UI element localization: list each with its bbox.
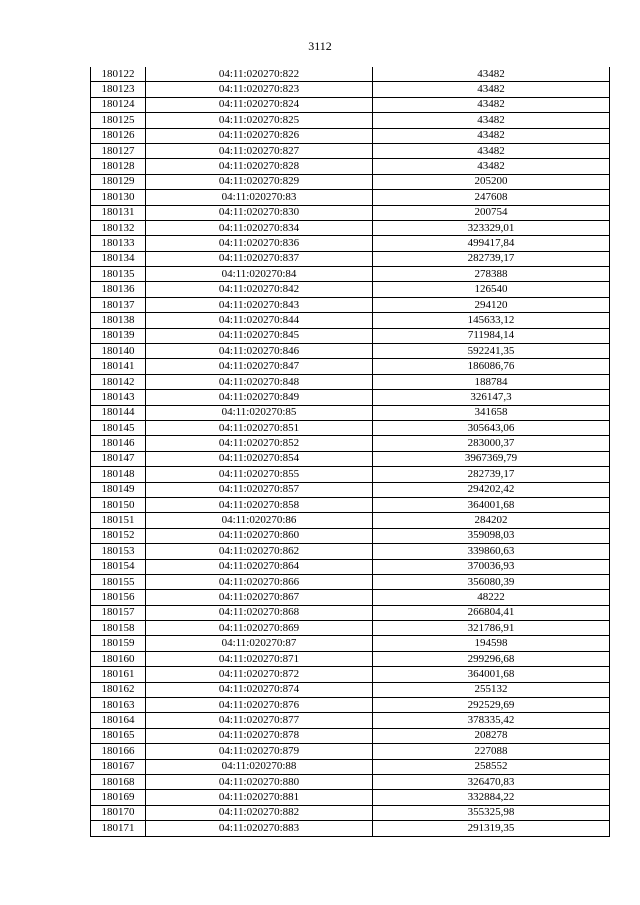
table-row	[91, 190, 610, 205]
value-cell: 43482	[373, 67, 610, 82]
cadastral-number-cell: 04:11:020270:866	[146, 574, 373, 589]
table-row	[91, 420, 610, 435]
row-number-cell: 180171	[91, 821, 146, 836]
value-cell: 592241,35	[373, 344, 610, 359]
row-number-cell: 180124	[91, 97, 146, 112]
table-row	[91, 82, 610, 97]
cadastral-number-cell: 04:11:020270:854	[146, 451, 373, 466]
value-cell: 3967369,79	[373, 451, 610, 466]
table-row	[91, 143, 610, 158]
cadastral-number-cell: 04:11:020270:84	[146, 267, 373, 282]
table-row	[91, 621, 610, 636]
row-number-cell: 180164	[91, 713, 146, 728]
row-number-cell: 180135	[91, 267, 146, 282]
row-number-cell: 180153	[91, 544, 146, 559]
value-cell: 359098,03	[373, 528, 610, 543]
cadastral-number-cell: 04:11:020270:849	[146, 390, 373, 405]
cadastral-number-cell: 04:11:020270:880	[146, 774, 373, 789]
table-row	[91, 97, 610, 112]
cadastral-number-cell: 04:11:020270:864	[146, 559, 373, 574]
cadastral-number-cell: 04:11:020270:848	[146, 374, 373, 389]
row-number-cell: 180145	[91, 420, 146, 435]
value-cell: 126540	[373, 282, 610, 297]
row-number-cell: 180138	[91, 313, 146, 328]
cadastral-number-cell: 04:11:020270:87	[146, 636, 373, 651]
table-row	[91, 590, 610, 605]
cadastral-number-cell: 04:11:020270:85	[146, 405, 373, 420]
cadastral-number-cell: 04:11:020270:844	[146, 313, 373, 328]
row-number-cell: 180126	[91, 128, 146, 143]
row-number-cell: 180129	[91, 174, 146, 189]
cadastral-number-cell: 04:11:020270:851	[146, 420, 373, 435]
value-cell: 145633,12	[373, 313, 610, 328]
row-number-cell: 180123	[91, 82, 146, 97]
table-row	[91, 344, 610, 359]
table-row	[91, 667, 610, 682]
table-row	[91, 544, 610, 559]
row-number-cell: 180157	[91, 605, 146, 620]
cadastral-number-cell: 04:11:020270:823	[146, 82, 373, 97]
value-cell: 355325,98	[373, 805, 610, 820]
table-row	[91, 436, 610, 451]
value-cell: 247608	[373, 190, 610, 205]
cadastral-number-cell: 04:11:020270:877	[146, 713, 373, 728]
row-number-cell: 180166	[91, 744, 146, 759]
table-row	[91, 636, 610, 651]
value-cell: 194598	[373, 636, 610, 651]
row-number-cell: 180132	[91, 220, 146, 235]
row-number-cell: 180154	[91, 559, 146, 574]
value-cell: 294120	[373, 297, 610, 312]
cadastral-number-cell: 04:11:020270:847	[146, 359, 373, 374]
cadastral-number-cell: 04:11:020270:83	[146, 190, 373, 205]
cadastral-number-cell: 04:11:020270:846	[146, 344, 373, 359]
cadastral-number-cell: 04:11:020270:876	[146, 698, 373, 713]
row-number-cell: 180169	[91, 790, 146, 805]
value-cell: 364001,68	[373, 667, 610, 682]
row-number-cell: 180130	[91, 190, 146, 205]
value-cell: 43482	[373, 97, 610, 112]
cadastral-number-cell: 04:11:020270:881	[146, 790, 373, 805]
row-number-cell: 180168	[91, 774, 146, 789]
page-number: 3112	[308, 39, 332, 53]
row-number-cell: 180131	[91, 205, 146, 220]
value-cell: 48222	[373, 590, 610, 605]
value-cell: 711984,14	[373, 328, 610, 343]
table-row	[91, 651, 610, 666]
cadastral-number-cell: 04:11:020270:830	[146, 205, 373, 220]
table-row	[91, 451, 610, 466]
row-number-cell: 180136	[91, 282, 146, 297]
row-number-cell: 180122	[91, 67, 146, 82]
row-number-cell: 180165	[91, 728, 146, 743]
cadastral-number-cell: 04:11:020270:872	[146, 667, 373, 682]
value-cell: 356080,39	[373, 574, 610, 589]
table-row	[91, 297, 610, 312]
table-row	[91, 467, 610, 482]
value-cell: 292529,69	[373, 698, 610, 713]
table-row	[91, 374, 610, 389]
table-row	[91, 774, 610, 789]
row-number-cell: 180150	[91, 497, 146, 512]
row-number-cell: 180160	[91, 651, 146, 666]
cadastral-number-cell: 04:11:020270:845	[146, 328, 373, 343]
row-number-cell: 180149	[91, 482, 146, 497]
row-number-cell: 180159	[91, 636, 146, 651]
table-row	[91, 728, 610, 743]
table-row	[91, 744, 610, 759]
cadastral-number-cell: 04:11:020270:837	[146, 251, 373, 266]
value-cell: 332884,22	[373, 790, 610, 805]
cadastral-number-cell: 04:11:020270:834	[146, 220, 373, 235]
row-number-cell: 180134	[91, 251, 146, 266]
cadastral-number-cell: 04:11:020270:825	[146, 113, 373, 128]
value-cell: 294202,42	[373, 482, 610, 497]
row-number-cell: 180127	[91, 143, 146, 158]
table-row	[91, 236, 610, 251]
cadastral-number-cell: 04:11:020270:836	[146, 236, 373, 251]
table-row	[91, 682, 610, 697]
table-row	[91, 559, 610, 574]
value-cell: 282739,17	[373, 467, 610, 482]
row-number-cell: 180147	[91, 451, 146, 466]
cadastral-number-cell: 04:11:020270:824	[146, 97, 373, 112]
value-cell: 326470,83	[373, 774, 610, 789]
table-body	[91, 67, 610, 836]
value-cell: 208278	[373, 728, 610, 743]
table-row	[91, 605, 610, 620]
value-cell: 266804,41	[373, 605, 610, 620]
table-row	[91, 821, 610, 836]
table-row	[91, 313, 610, 328]
cadastral-number-cell: 04:11:020270:868	[146, 605, 373, 620]
row-number-cell: 180139	[91, 328, 146, 343]
row-number-cell: 180167	[91, 759, 146, 774]
table-row	[91, 359, 610, 374]
cadastral-number-cell: 04:11:020270:828	[146, 159, 373, 174]
row-number-cell: 180163	[91, 698, 146, 713]
cadastral-number-cell: 04:11:020270:883	[146, 821, 373, 836]
value-cell: 43482	[373, 143, 610, 158]
value-cell: 258552	[373, 759, 610, 774]
table-row	[91, 759, 610, 774]
table-row	[91, 497, 610, 512]
cadastral-number-cell: 04:11:020270:826	[146, 128, 373, 143]
cadastral-number-cell: 04:11:020270:878	[146, 728, 373, 743]
value-cell: 43482	[373, 113, 610, 128]
table-row	[91, 513, 610, 528]
cadastral-number-cell: 04:11:020270:857	[146, 482, 373, 497]
value-cell: 43482	[373, 159, 610, 174]
row-number-cell: 180155	[91, 574, 146, 589]
row-number-cell: 180144	[91, 405, 146, 420]
cadastral-number-cell: 04:11:020270:867	[146, 590, 373, 605]
cadastral-number-cell: 04:11:020270:879	[146, 744, 373, 759]
value-cell: 43482	[373, 82, 610, 97]
table-row	[91, 574, 610, 589]
value-cell: 326147,3	[373, 390, 610, 405]
value-cell: 255132	[373, 682, 610, 697]
cadastral-number-cell: 04:11:020270:860	[146, 528, 373, 543]
cadastral-number-cell: 04:11:020270:822	[146, 67, 373, 82]
table-row	[91, 174, 610, 189]
table-row	[91, 205, 610, 220]
row-number-cell: 180148	[91, 467, 146, 482]
value-cell: 321786,91	[373, 621, 610, 636]
table-row	[91, 698, 610, 713]
row-number-cell: 180143	[91, 390, 146, 405]
cadastral-number-cell: 04:11:020270:871	[146, 651, 373, 666]
cadastral-number-cell: 04:11:020270:829	[146, 174, 373, 189]
row-number-cell: 180161	[91, 667, 146, 682]
cadastral-number-cell: 04:11:020270:858	[146, 497, 373, 512]
table-row	[91, 251, 610, 266]
value-cell: 378335,42	[373, 713, 610, 728]
value-cell: 282739,17	[373, 251, 610, 266]
row-number-cell: 180146	[91, 436, 146, 451]
table-row	[91, 390, 610, 405]
table-row	[91, 220, 610, 235]
table-row	[91, 159, 610, 174]
table-row	[91, 113, 610, 128]
value-cell: 341658	[373, 405, 610, 420]
row-number-cell: 180151	[91, 513, 146, 528]
value-cell: 305643,06	[373, 420, 610, 435]
cadastral-number-cell: 04:11:020270:869	[146, 621, 373, 636]
value-cell: 339860,63	[373, 544, 610, 559]
table-row	[91, 282, 610, 297]
cadastral-number-cell: 04:11:020270:842	[146, 282, 373, 297]
cadastral-number-cell: 04:11:020270:855	[146, 467, 373, 482]
table-row	[91, 528, 610, 543]
table-row	[91, 67, 610, 82]
value-cell: 284202	[373, 513, 610, 528]
row-number-cell: 180125	[91, 113, 146, 128]
value-cell: 188784	[373, 374, 610, 389]
table-row	[91, 328, 610, 343]
row-number-cell: 180128	[91, 159, 146, 174]
value-cell: 364001,68	[373, 497, 610, 512]
row-number-cell: 180156	[91, 590, 146, 605]
table-row	[91, 805, 610, 820]
registry-table	[90, 67, 610, 837]
value-cell: 278388	[373, 267, 610, 282]
cadastral-number-cell: 04:11:020270:86	[146, 513, 373, 528]
row-number-cell: 180133	[91, 236, 146, 251]
value-cell: 200754	[373, 205, 610, 220]
table-row	[91, 405, 610, 420]
cadastral-number-cell: 04:11:020270:874	[146, 682, 373, 697]
value-cell: 499417,84	[373, 236, 610, 251]
value-cell: 227088	[373, 744, 610, 759]
value-cell: 43482	[373, 128, 610, 143]
table-row	[91, 482, 610, 497]
table-row	[91, 713, 610, 728]
table-row	[91, 267, 610, 282]
value-cell: 283000,37	[373, 436, 610, 451]
cadastral-number-cell: 04:11:020270:882	[146, 805, 373, 820]
cadastral-number-cell: 04:11:020270:862	[146, 544, 373, 559]
value-cell: 299296,68	[373, 651, 610, 666]
cadastral-number-cell: 04:11:020270:843	[146, 297, 373, 312]
value-cell: 205200	[373, 174, 610, 189]
row-number-cell: 180158	[91, 621, 146, 636]
value-cell: 186086,76	[373, 359, 610, 374]
table-row	[91, 128, 610, 143]
row-number-cell: 180162	[91, 682, 146, 697]
value-cell: 323329,01	[373, 220, 610, 235]
cadastral-number-cell: 04:11:020270:852	[146, 436, 373, 451]
row-number-cell: 180137	[91, 297, 146, 312]
row-number-cell: 180141	[91, 359, 146, 374]
value-cell: 291319,35	[373, 821, 610, 836]
row-number-cell: 180152	[91, 528, 146, 543]
table-row	[91, 790, 610, 805]
row-number-cell: 180170	[91, 805, 146, 820]
row-number-cell: 180142	[91, 374, 146, 389]
value-cell: 370036,93	[373, 559, 610, 574]
cadastral-number-cell: 04:11:020270:827	[146, 143, 373, 158]
cadastral-number-cell: 04:11:020270:88	[146, 759, 373, 774]
row-number-cell: 180140	[91, 344, 146, 359]
